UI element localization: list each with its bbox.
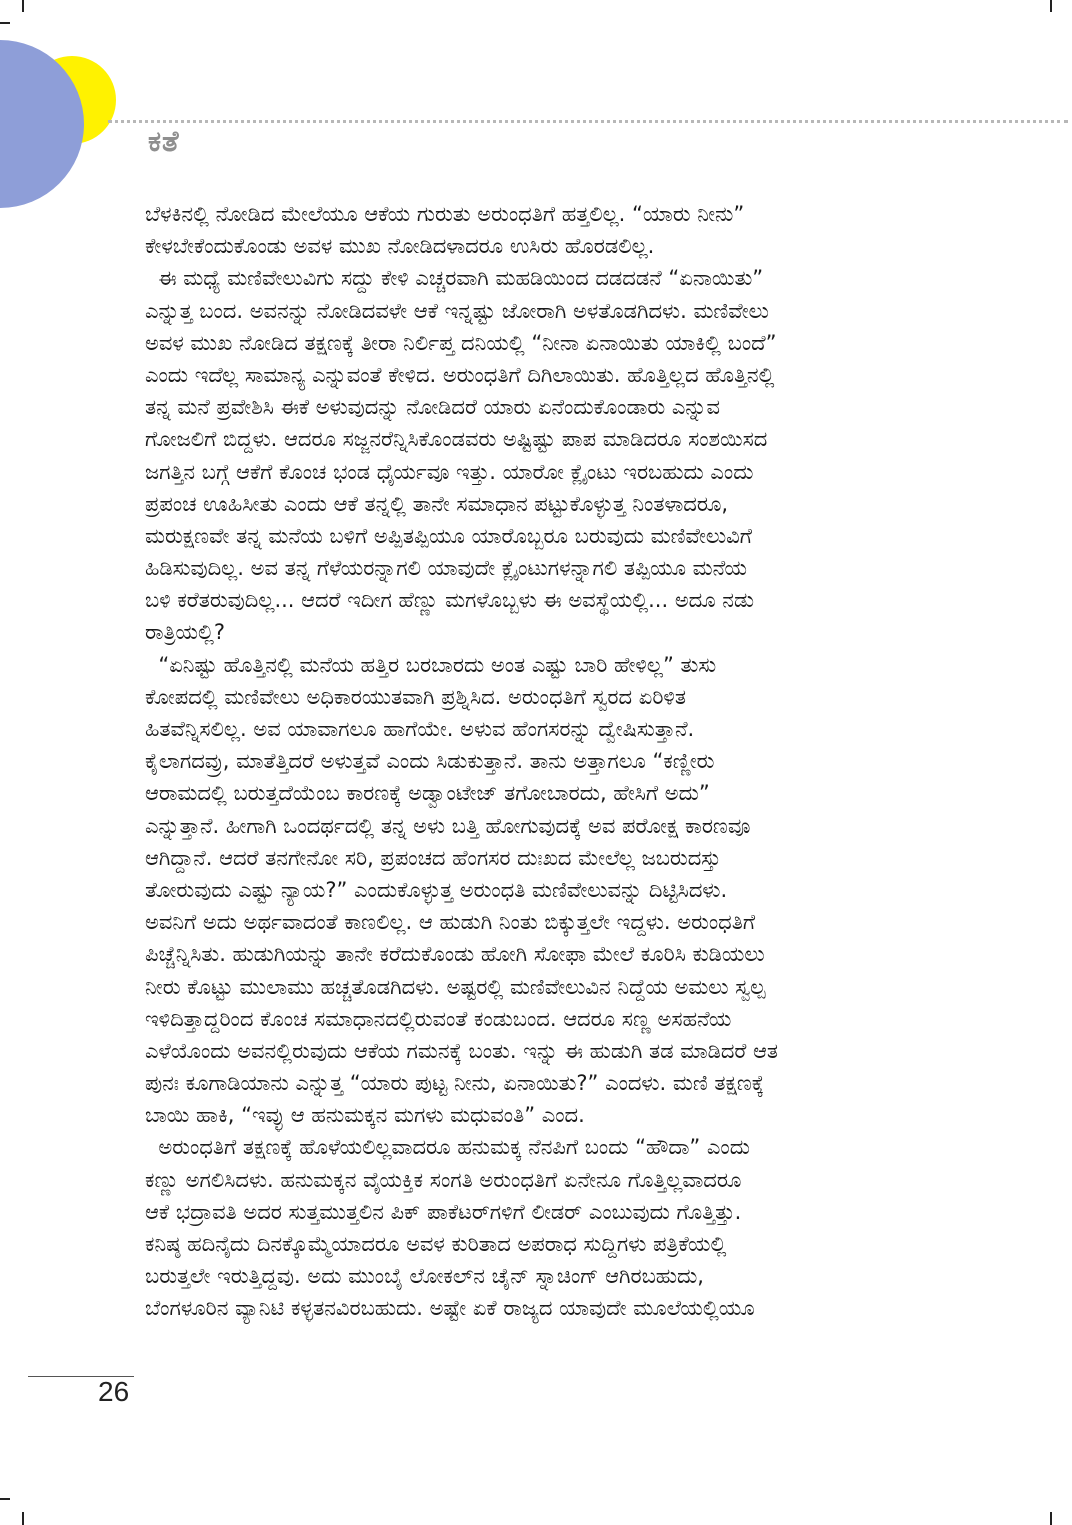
text-line: ಕಣ್ಣು ಅಗಲಿಸಿದಳು. ಹನುಮಕ್ಕನ ವೈಯಕ್ತಿಕ ಸಂಗತಿ ಅರುಂಧತಿಗೆ ಏನೇನೂ ಗೊತ್ತಿಲ್ಲವಾದರೂ [145,1167,742,1192]
text-line: ಹಿಡಿಸುವುದಿಲ್ಲ. ಅವ ತನ್ನ ಗೆಳೆಯರನ್ನಾಗಲಿ ಯಾವುದೇ ಕ್ಲೈಂಟುಗಳನ್ನಾಗಲಿ ತಪ್ಪಿಯೂ ಮನೆಯ [145,556,747,581]
text-line: ಬೆಂಗಳೂರಿನ ವ್ಯಾನಿಟಿ ಕಳ್ಳತನವಿರಬಹುದು. ಅಷ್ಟೇ ಏಕೆ ರಾಜ್ಯದ ಯಾವುದೇ ಮೂಲೆಯಲ್ಲಿಯೂ [145,1296,755,1321]
text-line: ಮರುಕ್ಷಣವೇ ತನ್ನ ಮನೆಯ ಬಳಿಗೆ ಅಪ್ಪಿತಪ್ಪಿಯೂ ಯಾರೊಬ್ಬರೂ ಬರುವುದು ಮಣಿವೇಲುವಿಗೆ [145,523,752,548]
text-line: ಆಗಿದ್ದಾನೆ. ಆದರೆ ತನಗೇನೋ ಸರಿ, ಪ್ರಪಂಚದ ಹೆಂಗಸರ ದುಃಖದ ಮೇಲೆಲ್ಲ ಜಬರುದಸ್ತು [145,845,721,870]
story-text [145,198,945,1325]
dotted-rule [108,120,1068,123]
text-line: ಎನ್ನುತ್ತಾನೆ. ಹೀಗಾಗಿ ಒಂದರ್ಥದಲ್ಲಿ ತನ್ನ ಅಳು ಬತ್ತಿ ಹೋಗುವುದಕ್ಕೆ ಅವ ಪರೋಕ್ಷ ಕಾರಣವೂ [145,813,751,838]
decorative-circles [0,0,140,210]
crop-mark-top-right [1050,0,1052,12]
crop-mark-bottom-right [1050,1512,1052,1525]
text-line: ಪಿಚ್ಚೆನ್ನಿಸಿತು. ಹುಡುಗಿಯನ್ನು ತಾನೇ ಕರೆದುಕೊಂಡು ಹೋಗಿ ಸೋಫಾ ಮೇಲೆ ಕೂರಿಸಿ ಕುಡಿಯಲು [145,942,765,967]
text-line: ಕೋಪದಲ್ಲಿ ಮಣಿವೇಲು ಅಧಿಕಾರಯುತವಾಗಿ ಪ್ರಶ್ನಿಸಿದ. ಅರುಂಧತಿಗೆ ಸ್ವರದ ಏರಿಳಿತ [145,684,686,709]
text-line: ಎಂದು ಇದೆಲ್ಲ ಸಾಮಾನ್ಯ ಎನ್ನುವಂತೆ ಕೇಳಿದ. ಅರುಂಧತಿಗೆ ದಿಗಿಲಾಯಿತು. ಹೊತ್ತಿಲ್ಲದ ಹೊತ್ತಿನಲ್ಲಿ [145,362,775,387]
text-line: ಎನ್ನುತ್ತ ಬಂದ. ಅವನನ್ನು ನೋಡಿದವಳೇ ಆಕೆ ಇನ್ನಷ್ಟು ಜೋರಾಗಿ ಅಳತೊಡಗಿದಳು. ಮಣಿವೇಲು [145,298,769,323]
text-line: ರಾತ್ರಿಯಲ್ಲಿ? [145,620,226,645]
text-line: ನೀರು ಕೊಟ್ಟು ಮುಲಾಮು ಹಚ್ಚತೊಡಗಿದಳು. ಅಷ್ಟರಲ್ಲಿ ಮಣಿವೇಲುವಿನ ನಿದ್ದೆಯ ಅಮಲು ಸ್ವಲ್ಪ [145,974,766,999]
text-line: ಪುನಃ ಕೂಗಾಡಿಯಾನು ಎನ್ನುತ್ತ “ಯಾರು ಪುಟ್ಟ ನೀನು, ಏನಾಯಿತು?” ಎಂದಳು. ಮಣಿ ತಕ್ಷಣಕ್ಕೆ [145,1071,765,1096]
text-line: ಅವಳ ಮುಖ ನೋಡಿದ ತಕ್ಷಣಕ್ಕೆ ತೀರಾ ನಿರ್ಲಿಪ್ತ ದನಿಯಲ್ಲಿ “ನೀನಾ ಏನಾಯಿತು ಯಾಕಿಲ್ಲಿ ಬಂದೆ” [145,330,777,355]
crop-mark-bottom-left [22,1512,24,1525]
crop-mark-bottom-left-h [0,1498,10,1500]
text-line: ಜಗತ್ತಿನ ಬಗ್ಗೆ ಆಕೆಗೆ ಕೊಂಚ ಭಂಡ ಧೈರ್ಯವೂ ಇತ್ತು. ಯಾರೋ ಕ್ಲೈಂಟು ಇರಬಹುದು ಎಂದು [145,459,754,484]
page-number: 26 [98,1376,130,1407]
text-line: ಬರುತ್ತಲೇ ಇರುತ್ತಿದ್ದವು. ಅದು ಮುಂಬೈ ಲೋಕಲ್‌ನ ಚೈನ್ ಸ್ನಾಚಿಂಗ್ ಆಗಿರಬಹುದು, [145,1264,704,1289]
text-line: ಆಕೆ ಭದ್ರಾವತಿ ಅದರ ಸುತ್ತಮುತ್ತಲಿನ ಪಿಕ್ ಪಾಕೆಟರ್‌ಗಳಿಗೆ ಲೀಡರ್ ಎಂಬುವುದು ಗೊತ್ತಿತ್ತು. [145,1199,742,1224]
text-line: ಹಿತವೆನ್ನಿಸಲಿಲ್ಲ. ಅವ ಯಾವಾಗಲೂ ಹಾಗೆಯೇ. ಅಳುವ ಹೆಂಗಸರನ್ನು ದ್ವೇಷಿಸುತ್ತಾನೆ. [145,717,695,741]
text-line: ತೋರುವುದು ಎಷ್ಟು ನ್ಯಾಯ?” ಎಂದುಕೊಳ್ಳುತ್ತ ಅರುಂಧತಿ ಮಣಿವೇಲುವನ್ನು ದಿಟ್ಟಿಸಿದಳು. [145,877,728,902]
text-line: ಕೈಲಾಗದವ್ರು, ಮಾತೆತ್ತಿದರೆ ಅಳುತ್ತವೆ ಎಂದು ಸಿಡುಕುತ್ತಾನೆ. ತಾನು ಅತ್ತಾಗಲೂ “ಕಣ್ಣೀರು [145,749,715,774]
text-line: ಆರಾಮದಲ್ಲಿ ಬರುತ್ತದೆಯೆಂಬ ಕಾರಣಕ್ಕೆ ಅಡ್ವಾಂಟೇಜ್ ತಗೋಬಾರದು, ಹೇಸಿಗೆ ಅದು” [145,781,710,806]
text-line: ಬಾಯಿ ಹಾಕಿ, “ಇವ್ಳು ಆ ಹನುಮಕ್ಕನ ಮಗಳು ಮಧುವಂತಿ” ಎಂದ. [145,1103,585,1128]
text-line: ಕನಿಷ್ಠ ಹದಿನೈದು ದಿನಕ್ಕೊಮ್ಮೆಯಾದರೂ ಅವಳ ಕುರಿತಾದ ಅಪರಾಧ ಸುದ್ದಿಗಳು ಪತ್ರಿಕೆಯಲ್ಲಿ [145,1232,727,1256]
text-line: ಪ್ರಪಂಚ ಊಹಿಸೀತು ಎಂದು ಆಕೆ ತನ್ನಲ್ಲಿ ತಾನೇ ಸಮಾಧಾನ ಪಟ್ಟುಕೊಳ್ಳುತ್ತ ನಿಂತಳಾದರೂ, [145,491,729,516]
text-line: ಬಳಿ ಕರೆತರುವುದಿಲ್ಲ... ಆದರೆ ಇದೀಗ ಹೆಣ್ಣು ಮಗಳೊಬ್ಬಳು ಈ ಅವಸ್ಥೆಯಲ್ಲಿ... ಅದೂ ನಡು [145,588,755,613]
text-line: “ಏನಿಷ್ಟು ಹೊತ್ತಿನಲ್ಲಿ ಮನೆಯ ಹತ್ತಿರ ಬರಬಾರದು ಅಂತ ಎಷ್ಟು ಬಾರಿ ಹೇಳಿಲ್ಲ” ತುಸು [145,652,717,677]
text-line: ಗೋಜಲಿಗೆ ಬಿದ್ದಳು. ಆದರೂ ಸಜ್ಜನರೆನ್ನಿಸಿಕೊಂಡವರು ಅಷ್ಟಿಷ್ಟು ಪಾಪ ಮಾಡಿದರೂ ಸಂಶಯಿಸದ [145,427,768,452]
text-line: ಇಳಿದಿತ್ತಾದ್ದರಿಂದ ಕೊಂಚ ಸಮಾಧಾನದಲ್ಲಿರುವಂತೆ ಕಂಡುಬಂದ. ಆದರೂ ಸಣ್ಣ ಅಸಹನೆಯ [145,1006,732,1031]
text-line: ಕೇಳಬೇಕೆಂದುಕೊಂಡು ಅವಳ ಮುಖ ನೋಡಿದಳಾದರೂ ಉಸಿರು ಹೊರಡಲಿಲ್ಲ. [145,234,655,259]
text-line: ಅವನಿಗೆ ಅದು ಅರ್ಥವಾದಂತೆ ಕಾಣಲಿಲ್ಲ. ಆ ಹುಡುಗಿ ನಿಂತು ಬಿಕ್ಕುತ್ತಲೇ ಇದ್ದಳು. ಅರುಂಧತಿಗೆ [145,910,756,935]
text-line: ತನ್ನ ಮನೆ ಪ್ರವೇಶಿಸಿ ಈಕೆ ಅಳುವುದನ್ನು ನೋಡಿದರೆ ಯಾರು ಏನೆಂದುಕೊಂಡಾರು ಎನ್ನುವ [145,395,720,420]
text-line: ಅರುಂಧತಿಗೆ ತಕ್ಷಣಕ್ಕೆ ಹೊಳೆಯಲಿಲ್ಲವಾದರೂ ಹನುಮಕ್ಕ ನೆನಪಿಗೆ ಬಂದು “ಹೌದಾ” ಎಂದು [145,1135,750,1160]
text-line: ಈ ಮಧ್ಯೆ ಮಣಿವೇಲುವಿಗು ಸದ್ದು ಕೇಳಿ ಎಚ್ಚರವಾಗಿ ಮಹಡಿಯಿಂದ ದಡದಡನೆ “ಏನಾಯಿತು” [145,266,764,291]
text-line: ಎಳೆಯೊಂದು ಅವನಲ್ಲಿರುವುದು ಆಕೆಯ ಗಮನಕ್ಕೆ ಬಂತು. ಇನ್ನು ಈ ಹುಡುಗಿ ತಡ ಮಾಡಿದರೆ ಆತ [145,1038,779,1063]
section-title: ಕತೆ [148,124,180,158]
text-line: ಬೆಳಕಿನಲ್ಲಿ ನೋಡಿದ ಮೇಲೆಯೂ ಆಕೆಯ ಗುರುತು ಅರುಂಧತಿಗೆ ಹತ್ತಲಿಲ್ಲ. “ಯಾರು ನೀನು” [145,202,745,226]
